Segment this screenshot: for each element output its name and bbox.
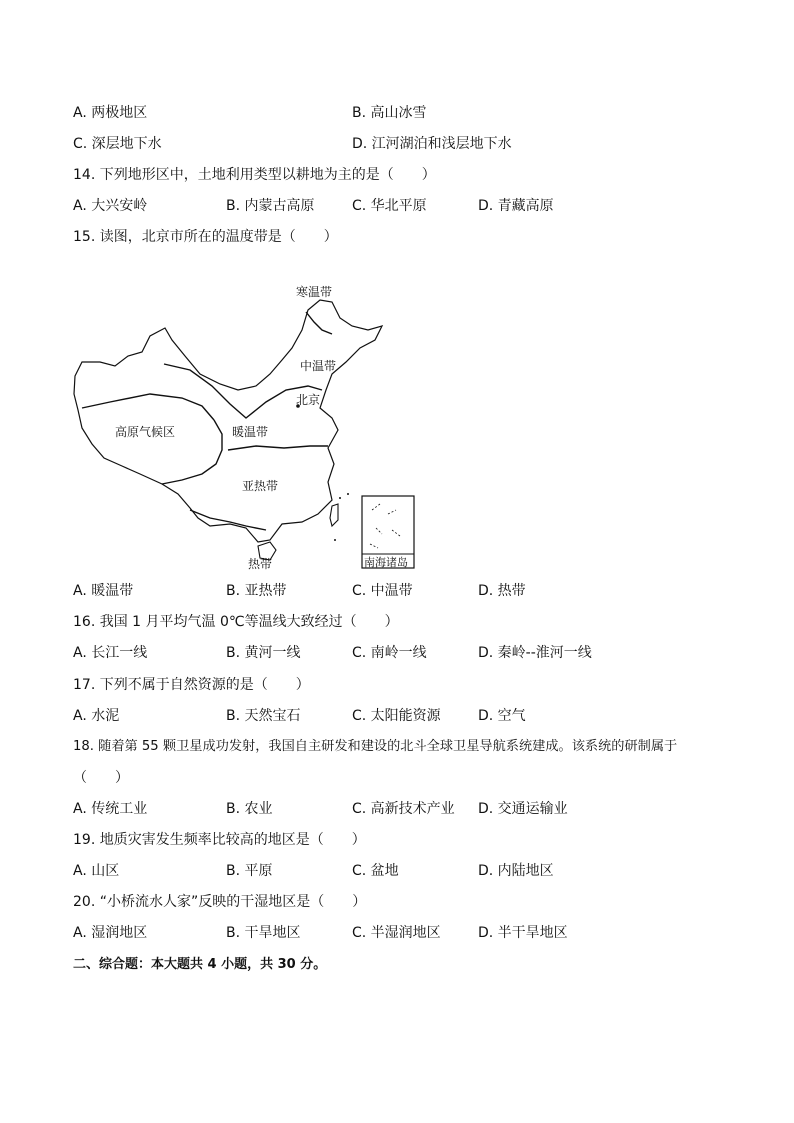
q18-option-a: A. 传统工业 — [73, 801, 148, 817]
q16-option-c: C. 南岭一线 — [352, 645, 427, 661]
q13-option-b: B. 高山冰雪 — [352, 105, 427, 121]
q20-option-c: C. 半湿润地区 — [352, 925, 441, 941]
q14-option-d: D. 青藏高原 — [478, 198, 554, 214]
q19-option-c: C. 盆地 — [352, 863, 399, 879]
boundary-warm-subtropical — [228, 446, 328, 450]
q13-option-c: C. 深层地下水 — [73, 136, 162, 152]
q15-option-a: A. 暖温带 — [73, 583, 134, 599]
china-temperature-zone-map — [70, 278, 420, 578]
island-dot — [347, 493, 349, 495]
q18-stem-line1: 18. 随着第 55 颗卫星成功发射，我国自主研发和建设的北斗全球卫星导航系统建成。该系统的研制属于 — [73, 739, 678, 754]
label-mid-temperate: 中温带 — [300, 359, 337, 373]
boundary-mid-warm — [164, 364, 322, 418]
q14-option-a: A. 大兴安岭 — [73, 198, 148, 214]
q13-option-d: D. 江河湖泊和浅层地下水 — [352, 136, 512, 152]
boundary-plateau-north — [82, 394, 214, 420]
china-outline — [74, 300, 382, 542]
q16-option-b: B. 黄河一线 — [226, 645, 301, 661]
q20-option-d: D. 半干旱地区 — [478, 925, 568, 941]
q13-option-a: A. 两极地区 — [73, 105, 148, 121]
q16-stem: 16. 我国 1 月平均气温 0℃等温线大致经过（ ） — [73, 614, 399, 630]
q17-option-b: B. 天然宝石 — [226, 708, 301, 724]
q20-stem: 20. “小桥流水人家”反映的干湿地区是（ ） — [73, 894, 367, 910]
q16-option-d: D. 秦岭--淮河一线 — [478, 645, 592, 661]
q18-option-b: B. 农业 — [226, 801, 273, 817]
q18-stem-line2: （ ） — [73, 770, 129, 786]
q14-option-b: B. 内蒙古高原 — [226, 198, 315, 214]
q17-option-c: C. 太阳能资源 — [352, 708, 441, 724]
q14-stem: 14. 下列地形区中，土地利用类型以耕地为主的是（ ） — [73, 167, 436, 183]
island-dot — [334, 539, 336, 541]
q18-option-c: C. 高新技术产业 — [352, 801, 455, 817]
q19-option-d: D. 内陆地区 — [478, 863, 554, 879]
q15-option-d: D. 热带 — [478, 583, 526, 599]
label-subtropical: 亚热带 — [242, 479, 279, 493]
q19-stem: 19. 地质灾害发生频率比较高的地区是（ ） — [73, 832, 366, 848]
q14-option-c: C. 华北平原 — [352, 198, 427, 214]
q16-option-a: A. 长江一线 — [73, 645, 148, 661]
q17-option-a: A. 水泥 — [73, 708, 120, 724]
q15-option-b: B. 亚热带 — [226, 583, 287, 599]
boundary-cold-mid — [306, 312, 332, 334]
q19-option-b: B. 平原 — [226, 863, 273, 879]
q18-option-d: D. 交通运输业 — [478, 801, 568, 817]
q17-option-d: D. 空气 — [478, 708, 526, 724]
q19-option-a: A. 山区 — [73, 863, 120, 879]
q20-option-a: A. 湿润地区 — [73, 925, 148, 941]
label-warm-temperate: 暖温带 — [232, 425, 269, 439]
q15-stem: 15. 读图，北京市所在的温度带是（ ） — [73, 229, 338, 245]
q17-stem: 17. 下列不属于自然资源的是（ ） — [73, 677, 310, 693]
label-tropical: 热带 — [248, 557, 273, 571]
q20-option-b: B. 干旱地区 — [226, 925, 301, 941]
label-south-china-sea-islands: 南海诸岛 — [364, 556, 408, 569]
island-dot — [339, 497, 341, 499]
label-beijing: 北京 — [296, 393, 321, 407]
section-2-heading: 二、综合题：本大题共 4 小题，共 30 分。 — [73, 957, 327, 972]
taiwan-island — [330, 504, 338, 526]
label-cold-temperate: 寒温带 — [296, 285, 333, 299]
q15-option-c: C. 中温带 — [352, 583, 413, 599]
label-plateau-climate: 高原气候区 — [115, 425, 176, 439]
